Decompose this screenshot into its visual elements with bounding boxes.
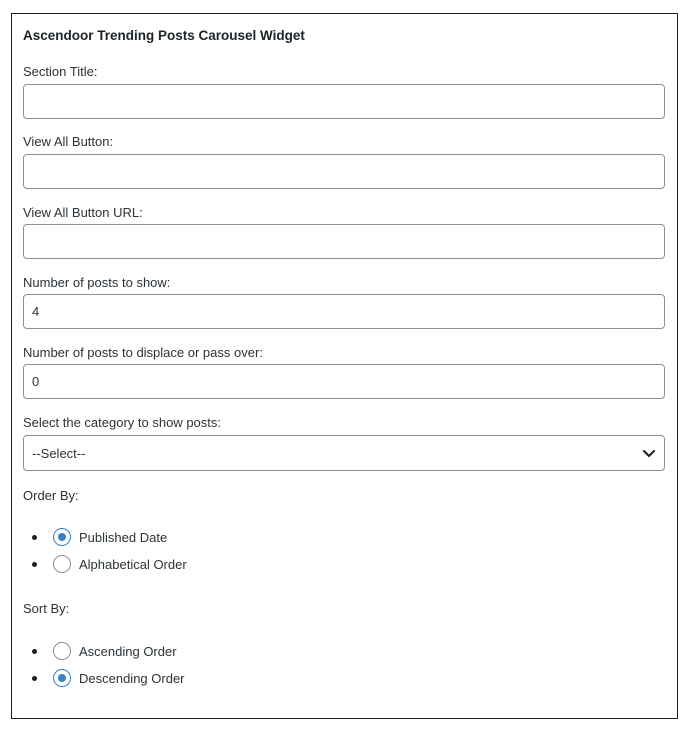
section-title-label: Section Title: — [23, 64, 98, 79]
list-bullet — [32, 535, 37, 540]
chevron-down-icon — [642, 446, 656, 460]
view-all-url-label: View All Button URL: — [23, 205, 143, 220]
radio-descending-order[interactable] — [53, 669, 71, 687]
category-label: Select the category to show posts: — [23, 415, 221, 430]
view-all-button-label: View All Button: — [23, 134, 114, 149]
radio-published-date[interactable] — [53, 528, 71, 546]
posts-offset-input[interactable] — [23, 364, 665, 399]
category-selected-value: --Select-- — [32, 445, 86, 461]
radio-label-descending-order: Descending Order — [79, 670, 185, 686]
radio-label-ascending-order: Ascending Order — [79, 643, 177, 659]
radio-label-alphabetical-order: Alphabetical Order — [79, 556, 187, 572]
posts-to-show-input[interactable] — [23, 294, 665, 329]
sort-by-label: Sort By: — [23, 601, 70, 616]
list-bullet — [32, 649, 37, 654]
order-by-label: Order By: — [23, 488, 79, 503]
view-all-url-input[interactable] — [23, 224, 665, 259]
view-all-button-input[interactable] — [23, 154, 665, 189]
sort-by-option-descending[interactable] — [32, 669, 185, 687]
section-title-input[interactable] — [23, 84, 665, 119]
radio-ascending-order[interactable] — [53, 642, 71, 660]
order-by-option-published[interactable] — [32, 528, 167, 546]
posts-offset-label: Number of posts to displace or pass over: — [23, 345, 263, 360]
radio-label-published-date: Published Date — [79, 529, 168, 545]
list-bullet — [32, 676, 37, 681]
posts-to-show-label: Number of posts to show: — [23, 275, 171, 290]
category-select[interactable] — [23, 435, 665, 471]
widget-panel — [11, 13, 678, 719]
widget-title: Ascendoor Trending Posts Carousel Widget — [23, 28, 305, 43]
order-by-option-alphabetical[interactable] — [32, 555, 187, 573]
radio-alphabetical-order[interactable] — [53, 555, 71, 573]
list-bullet — [32, 562, 37, 567]
sort-by-option-ascending[interactable] — [32, 642, 177, 660]
